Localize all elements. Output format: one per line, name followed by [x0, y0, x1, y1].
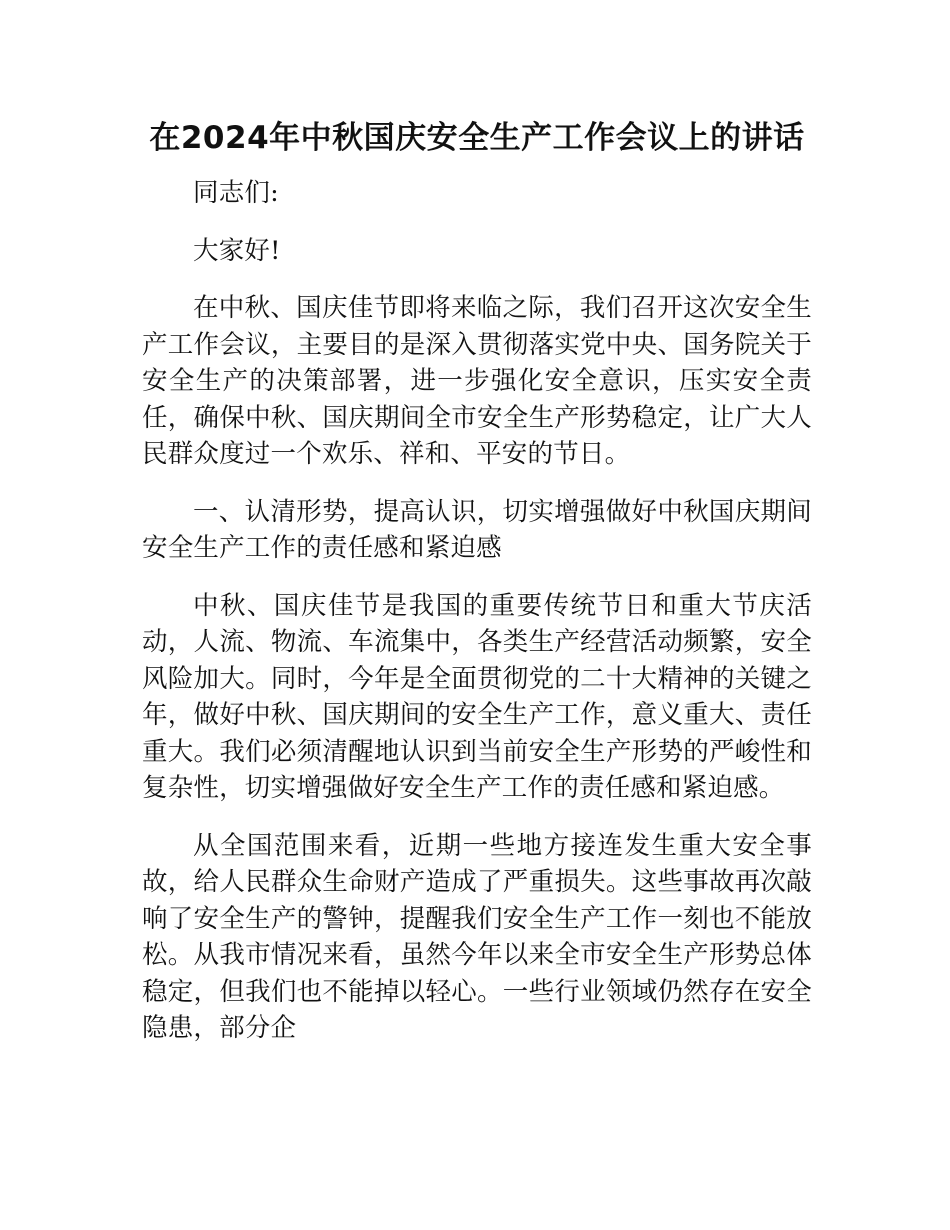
document-title: 在2024年中秋国庆安全生产工作会议上的讲话: [149, 120, 805, 156]
paragraph-body: 从全国范围来看，近期一些地方接连发生重大安全事故，给人民群众生命财产造成了严重损失。这些事故再次敲响了安全生产的警钟，提醒我们安全生产工作一刻也不能放松。从我市情况来看，虽然今年以来全市安全生产形势总体稳定，但我们也不能掉以轻心。一些行业领域仍然存在安全隐患，部分企: [142, 830, 812, 1043]
paragraph-intro: 在中秋、国庆佳节即将来临之际，我们召开这次安全生产工作会议，主要目的是深入贯彻落实党中央、国务院关于安全生产的决策部署，进一步强化安全意识，压实安全责任，确保中秋、国庆期间全市安全生产形势稳定，让广大人民群众度过一个欢乐、祥和、平安的节日。: [142, 293, 812, 469]
document-body: [142, 112, 812, 1047]
section-heading-1: 一、认清形势，提高认识，切实增强做好中秋国庆期间安全生产工作的责任感和紧迫感: [142, 496, 812, 563]
salutation: 同志们:: [193, 178, 279, 208]
paragraph-body: 中秋、国庆佳节是我国的重要传统节日和重大节庆活动，人流、物流、车流集中，各类生产经营活动频繁，安全风险加大。同时，今年是全面贯彻党的二十大精神的关键之年，做好中秋、国庆期间的安全生产工作，意义重大、责任重大。我们必须清醒地认识到当前安全生产形势的严峻性和复杂性，切实增强做好安全生产工作的责任感和紧迫感。: [142, 590, 812, 803]
greeting: 大家好!: [193, 235, 281, 266]
